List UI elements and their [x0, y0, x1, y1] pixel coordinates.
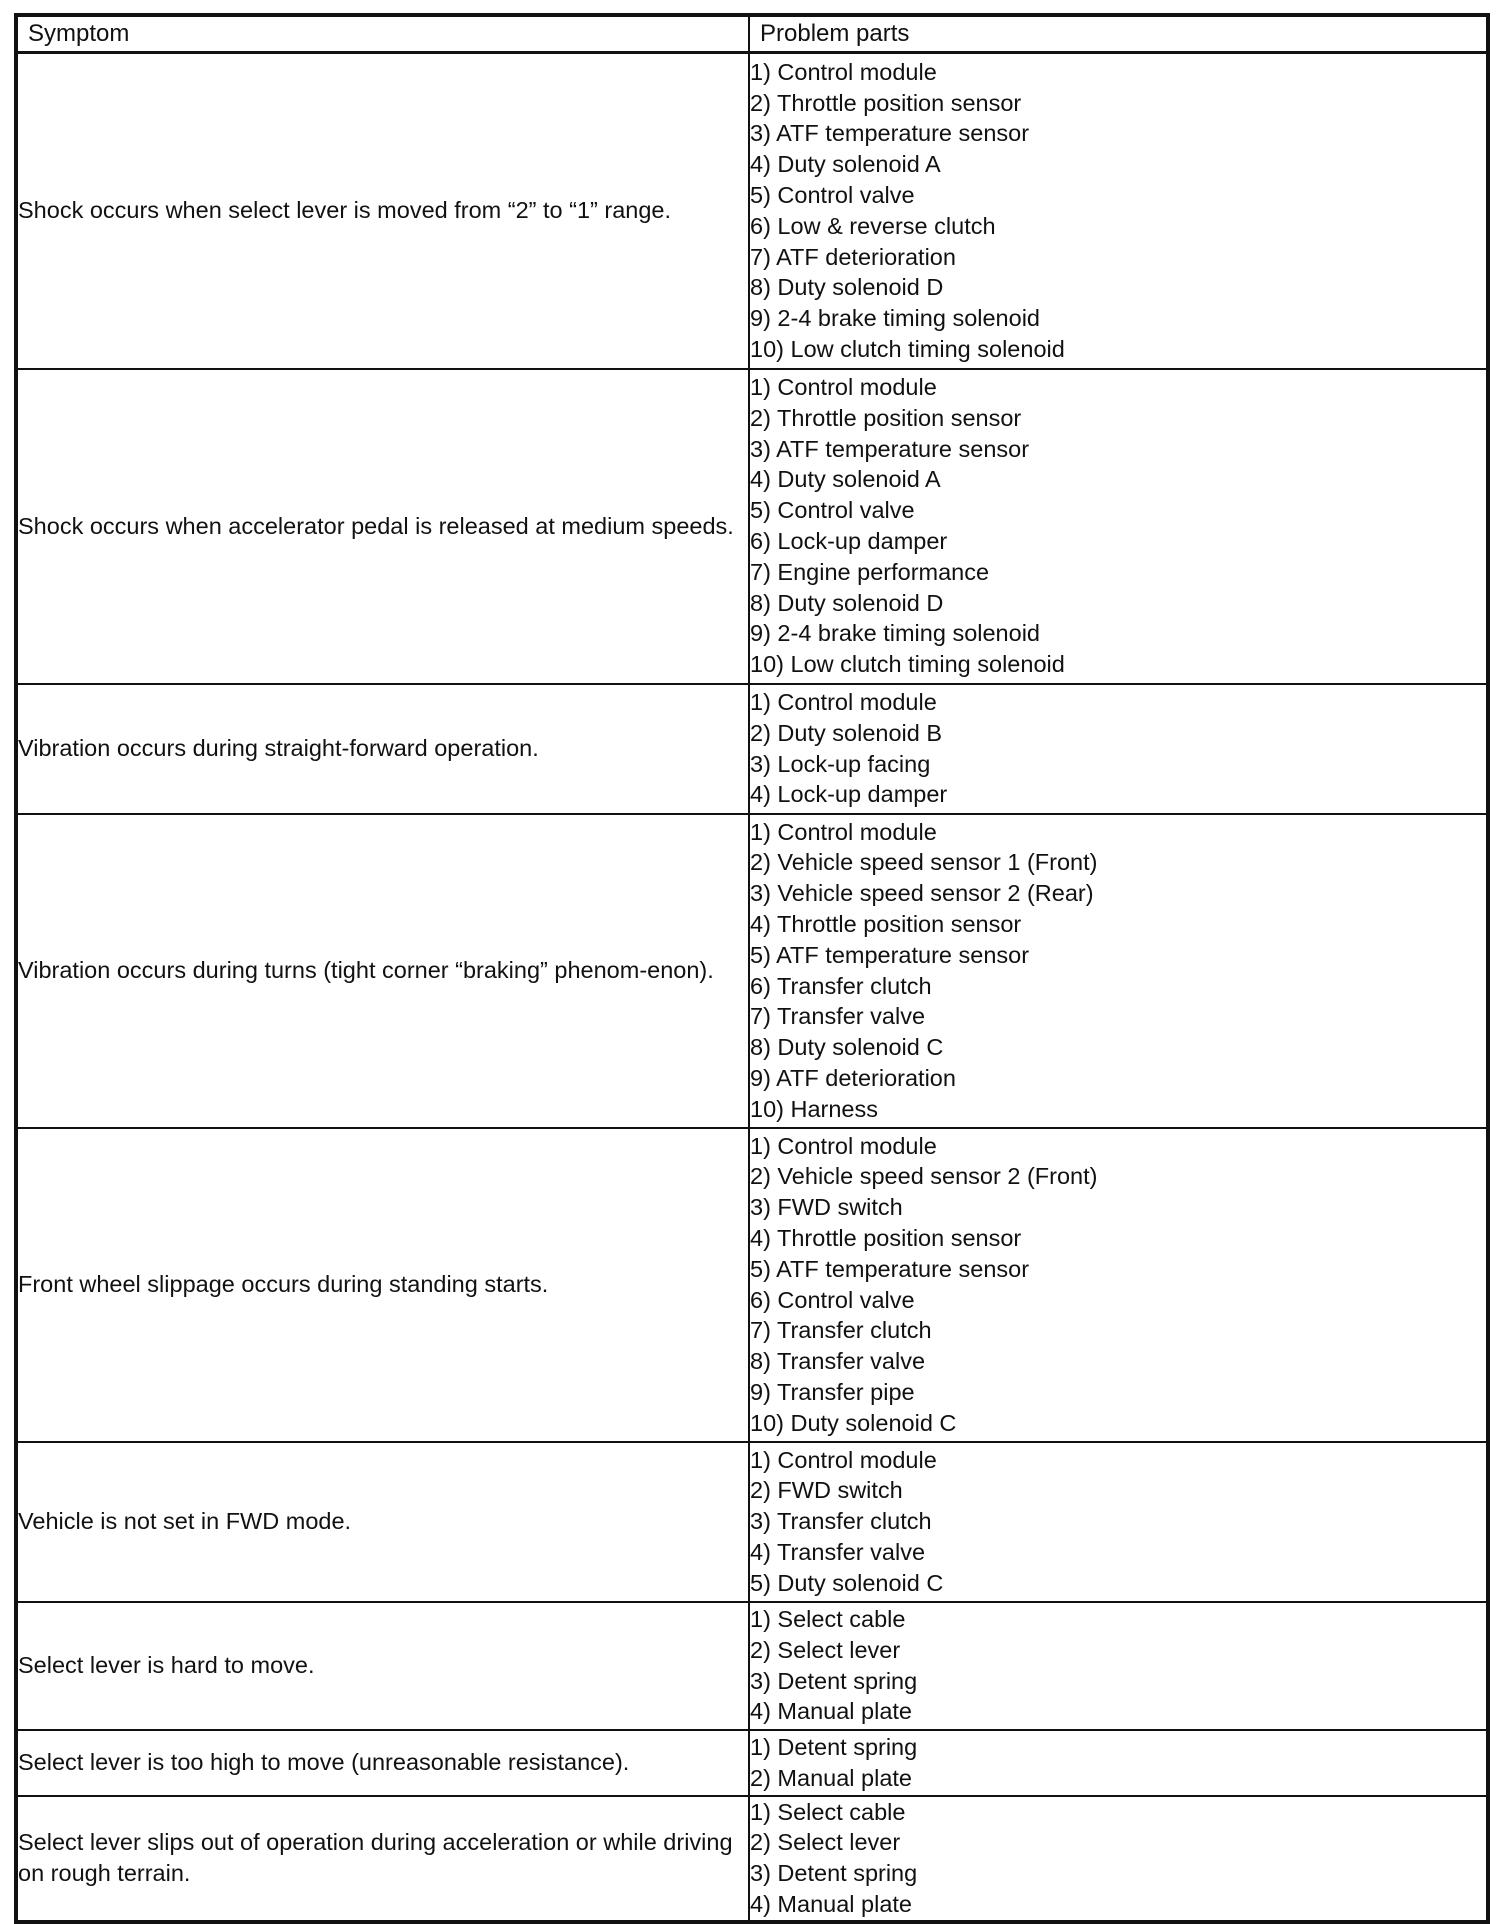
part-item: 9) 2-4 brake timing solenoid: [750, 620, 1040, 647]
table-row: [16, 1730, 1488, 1796]
symptom-cell: Vehicle is not set in FWD mode.: [16, 1442, 749, 1602]
part-item: 4) Transfer valve: [750, 1538, 926, 1565]
parts-cell: [749, 1128, 1488, 1442]
part-item: 3) ATF temperature sensor: [750, 120, 1030, 147]
part-item: 10) Duty solenoid C: [750, 1409, 957, 1436]
parts-cell: [749, 814, 1488, 1128]
part-item: 3) ATF temperature sensor: [750, 435, 1030, 462]
part-item: 1) Select cable: [750, 1798, 906, 1825]
part-item: 8) Duty solenoid D: [750, 589, 944, 616]
part-item: 4) Throttle position sensor: [750, 910, 1022, 937]
part-item: 2) Select lever: [750, 1636, 901, 1663]
symptom-cell: Vibration occurs during turns (tight corner “braking” phenom-enon).: [16, 814, 749, 1128]
part-item: 8) Duty solenoid D: [750, 274, 944, 301]
parts-list: [750, 372, 1486, 680]
part-item: 5) Control valve: [750, 181, 915, 208]
part-item: 6) Lock-up damper: [750, 528, 948, 554]
part-item: 5) ATF temperature sensor: [750, 1255, 1030, 1282]
part-item: 8) Duty solenoid C: [750, 1034, 944, 1061]
part-item: 1) Select cable: [750, 1605, 906, 1632]
part-item: 6) Transfer clutch: [750, 972, 932, 999]
part-item: 2) Duty solenoid B: [750, 719, 943, 746]
symptom-cell: Select lever is too high to move (unreasonable resistance).: [16, 1730, 749, 1796]
table-row: [16, 1128, 1488, 1442]
parts-list: [750, 687, 1486, 810]
table-row: [16, 369, 1488, 684]
diagnosis-table: [14, 13, 1490, 1924]
symptom-cell: Shock occurs when accelerator pedal is released at medium speeds.: [16, 369, 749, 684]
part-item: 9) ATF deterioration: [750, 1064, 956, 1091]
part-item: 6) Low & reverse clutch: [750, 212, 996, 239]
table-body: [16, 53, 1488, 1922]
part-item: 3) Vehicle speed sensor 2 (Rear): [750, 880, 1094, 907]
table-row: [16, 1602, 1488, 1730]
table-row: [16, 814, 1488, 1128]
part-item: 10) Low clutch timing solenoid: [750, 335, 1065, 362]
table-row: [16, 1442, 1488, 1602]
symptom-cell: Select lever is hard to move.: [16, 1602, 749, 1730]
part-item: 4) Duty solenoid A: [750, 466, 941, 493]
part-item: 2) Manual plate: [750, 1764, 912, 1791]
part-item: 10) Harness: [750, 1095, 878, 1122]
symptom-cell: Front wheel slippage occurs during standing starts.: [16, 1128, 749, 1442]
part-item: 9) 2-4 brake timing solenoid: [750, 305, 1040, 332]
part-item: 1) Control module: [750, 1132, 937, 1159]
part-item: 3) FWD switch: [750, 1194, 903, 1221]
part-item: 7) Transfer valve: [750, 1003, 926, 1030]
part-item: 10) Low clutch timing solenoid: [750, 651, 1065, 678]
parts-list: [750, 1131, 1486, 1439]
document-page: [14, 13, 1486, 1918]
part-item: 1) Control module: [750, 58, 937, 85]
part-item: 5) Duty solenoid C: [750, 1569, 944, 1596]
part-item: 2) FWD switch: [750, 1477, 903, 1504]
parts-list: [750, 1604, 1486, 1727]
table-header-row: [16, 15, 1488, 53]
parts-cell: [749, 1442, 1488, 1602]
parts-cell: [749, 1730, 1488, 1796]
part-item: 3) Detent spring: [750, 1667, 918, 1694]
parts-cell: [749, 53, 1488, 369]
table-row: [16, 684, 1488, 814]
part-item: 1) Control module: [750, 1446, 937, 1473]
part-item: 8) Transfer valve: [750, 1348, 926, 1375]
parts-cell: [749, 684, 1488, 814]
parts-list: [750, 1732, 1486, 1794]
part-item: 4) Manual plate: [750, 1698, 912, 1725]
part-item: 2) Select lever: [750, 1829, 901, 1856]
parts-cell: [749, 1796, 1488, 1922]
part-item: 2) Vehicle speed sensor 1 (Front): [750, 849, 1098, 876]
part-item: 3) Detent spring: [750, 1860, 918, 1887]
parts-list: [750, 1797, 1486, 1920]
part-item: 7) Transfer clutch: [750, 1317, 932, 1344]
part-item: 4) Duty solenoid A: [750, 151, 941, 178]
parts-list: [750, 1445, 1486, 1599]
part-item: 9) Transfer pipe: [750, 1378, 915, 1405]
part-item: 4) Manual plate: [750, 1890, 912, 1917]
part-item: 3) Transfer clutch: [750, 1508, 932, 1535]
part-item: 4) Lock-up damper: [750, 781, 948, 808]
part-item: 2) Throttle position sensor: [750, 89, 1022, 116]
symptom-cell: Select lever slips out of operation during acceleration or while driving on rough terrain.: [16, 1796, 749, 1922]
part-item: 4) Throttle position sensor: [750, 1224, 1022, 1251]
part-item: 1) Detent spring: [750, 1733, 918, 1760]
part-item: 2) Vehicle speed sensor 2 (Front): [750, 1163, 1098, 1190]
table-row: [16, 53, 1488, 369]
parts-list: [750, 817, 1486, 1125]
part-item: 1) Control module: [750, 374, 937, 401]
part-item: 5) Control valve: [750, 497, 915, 524]
symptom-cell: Shock occurs when select lever is moved from “2” to “1” range.: [16, 53, 749, 369]
parts-cell: [749, 1602, 1488, 1730]
part-item: 2) Throttle position sensor: [750, 404, 1022, 431]
table-row: [16, 1796, 1488, 1922]
parts-list: [750, 57, 1486, 365]
parts-cell: [749, 369, 1488, 684]
symptom-cell: Vibration occurs during straight-forward operation.: [16, 684, 749, 814]
part-item: 5) ATF temperature sensor: [750, 941, 1030, 968]
parts-column-header: Problem parts: [749, 15, 1488, 53]
part-item: 1) Control module: [750, 818, 937, 845]
part-item: 6) Control valve: [750, 1286, 915, 1313]
part-item: 3) Lock-up facing: [750, 750, 931, 777]
part-item: 1) Control module: [750, 688, 937, 715]
part-item: 7) ATF deterioration: [750, 243, 956, 270]
symptom-column-header: Symptom: [16, 15, 749, 53]
part-item: 7) Engine performance: [750, 558, 990, 585]
